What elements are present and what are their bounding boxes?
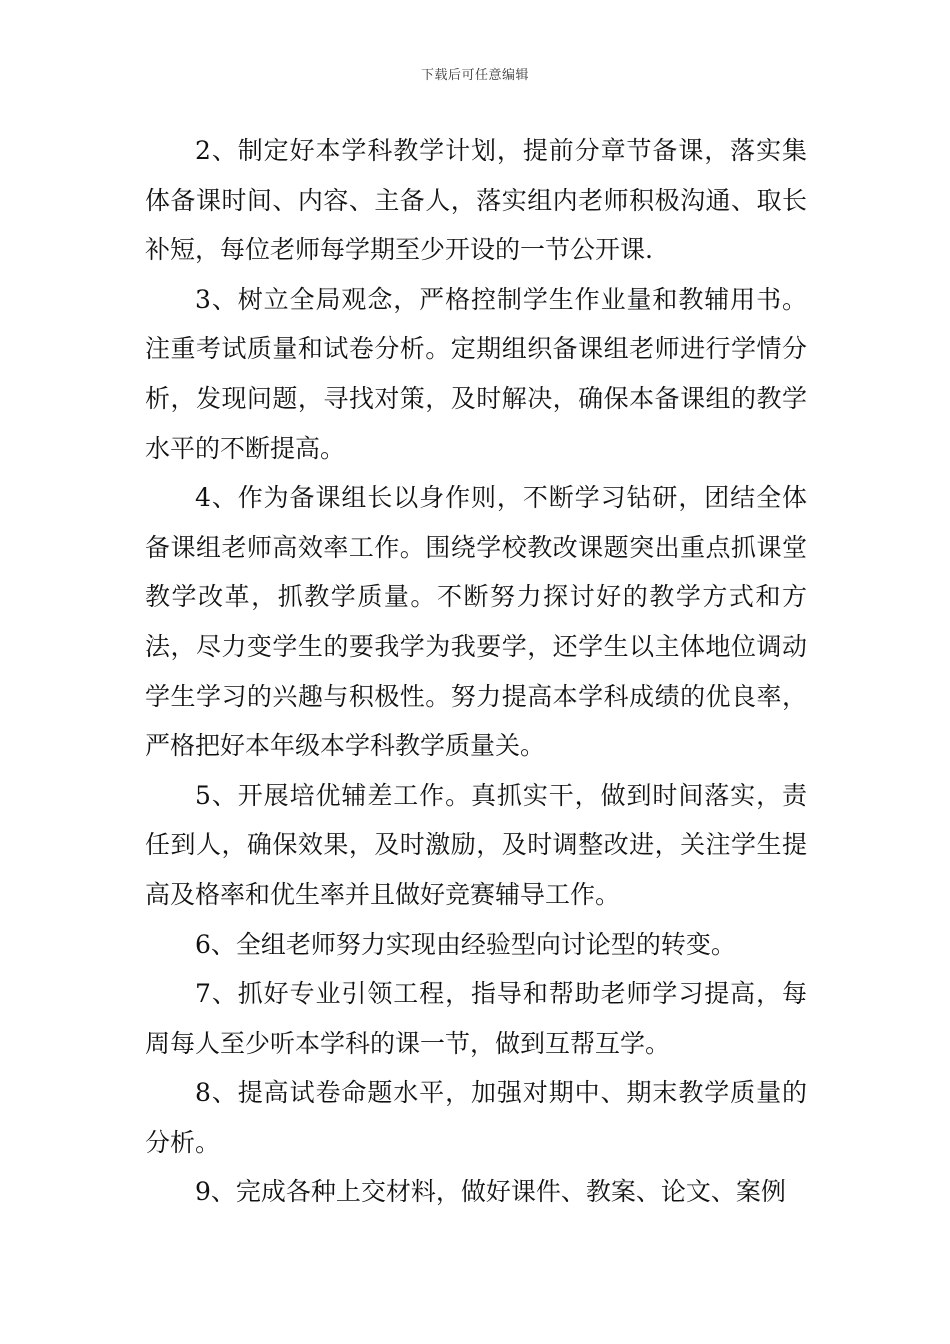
paragraph-item-4: 4、作为备课组长以身作则，不断学习钻研，团结全体备课组老师高效率工作。围绕学校教改课题突出重点抓课堂教学改革，抓教学质量。不断努力探讨好的教学方式和方法，尽力变学生的要我学为我要学，还学生以主体地位调动学生学习的兴趣与积极性。努力提高本学科成绩的优良率，严格把好本年级本学科教学质量关。 (145, 483, 807, 761)
paragraph-item-2: 2、制定好本学科教学计划，提前分章节备课，落实集体备课时间、内容、主备人，落实组内老师积极沟通、取长补短，每位老师每学期至少开设的一节公开课. (145, 136, 807, 265)
paragraph-item-6: 6、全组老师努力实现由经验型向讨论型的转变。 (195, 929, 736, 959)
paragraph-item-5: 5、开展培优辅差工作。真抓实干，做到时间落实，责任到人，确保效果，及时激励，及时调整改进，关注学生提高及格率和优生率并且做好竞赛辅导工作。 (145, 780, 807, 909)
paragraph-item-7: 7、抓好专业引领工程，指导和帮助老师学习提高，每周每人至少听本学科的课一节，做到互帮互学。 (145, 979, 807, 1058)
paragraph-item-8: 8、提高试卷命题水平，加强对期中、期末教学质量的分析。 (145, 1078, 807, 1157)
page-header: 下载后可任意编辑 (420, 68, 529, 83)
paragraph-item-9: 9、完成各种上交材料，做好课件、教案、论文、案例 (195, 1177, 786, 1207)
paragraph-item-3: 3、树立全局观念，严格控制学生作业量和教辅用书。注重考试质量和试卷分析。定期组织备课组老师进行学情分析，发现问题，寻找对策，及时解决，确保本备课组的教学水平的不断提高。 (145, 284, 807, 463)
document-body (145, 126, 807, 1217)
